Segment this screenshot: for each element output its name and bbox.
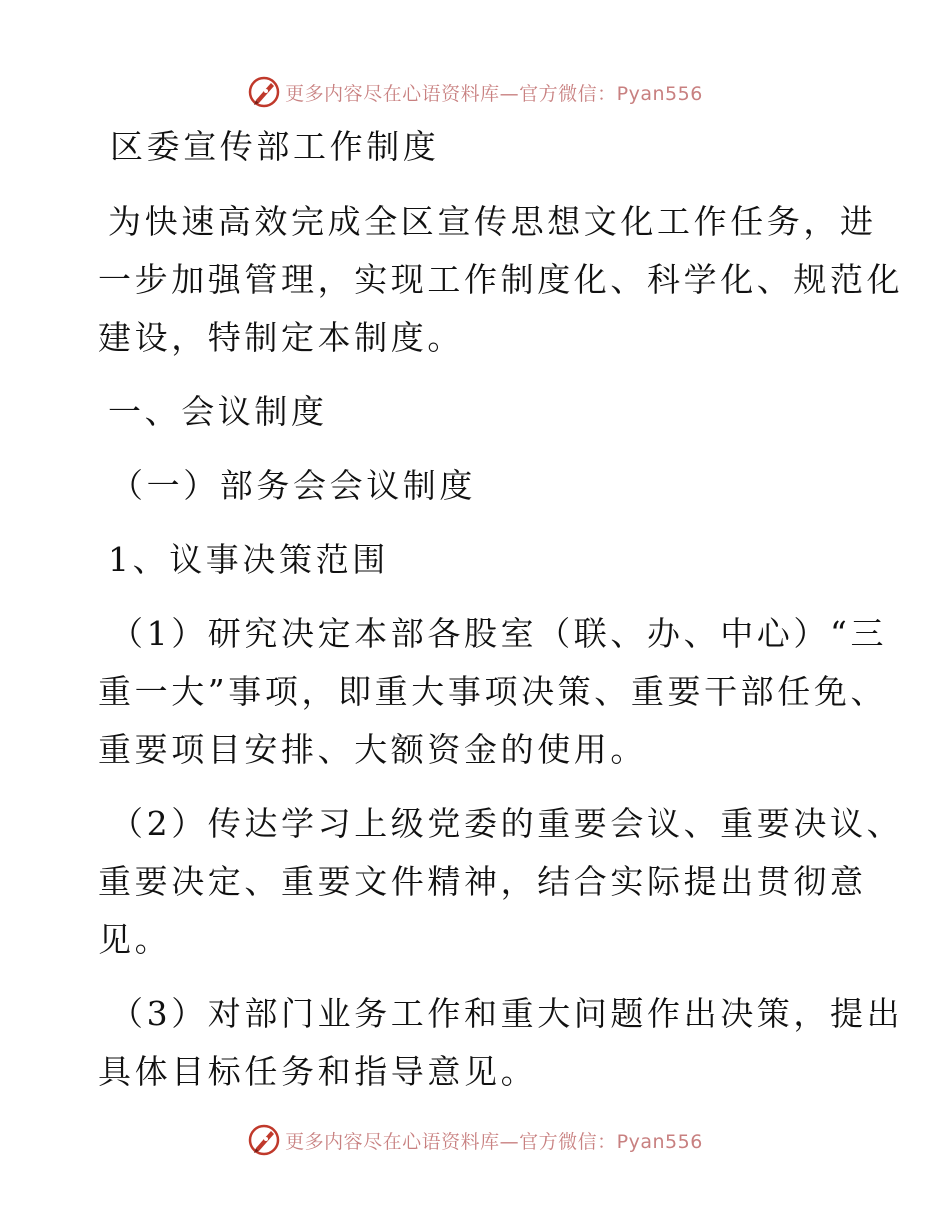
clause-2-line-3: 见。	[98, 920, 172, 959]
footer-watermark	[0, 1120, 950, 1160]
intro-line-3: 建设，特制定本制度。	[98, 318, 464, 357]
clause-1-line-3: 重要项目安排、大额资金的使用。	[98, 730, 647, 769]
clause-3-line-2: 具体目标任务和指导意见。	[98, 1052, 538, 1091]
clause-1-line-2: 重一大”事项，即重大事项决策、重要干部任免、	[98, 672, 888, 711]
header-watermark	[0, 72, 950, 112]
clause-1-line-1: （1）研究决定本部各股室（联、办、中心）“三	[110, 614, 888, 653]
section-heading: 一、会议制度	[108, 392, 328, 431]
watermark-text: 更多内容尽在心语资料库—官方微信：Pyan556	[285, 82, 703, 105]
document-title: 区委宣传部工作制度	[110, 127, 440, 166]
watermark-text: 更多内容尽在心语资料库—官方微信：Pyan556	[285, 1130, 703, 1153]
subsection-heading: （一）部务会会议制度	[110, 466, 476, 505]
intro-line-1: 为快速高效完成全区宣传思想文化工作任务，进	[108, 202, 877, 241]
clause-2-line-2: 重要决定、重要文件精神，结合实际提出贯彻意	[98, 862, 867, 901]
intro-line-2: 一步加强管理，实现工作制度化、科学化、规范化	[98, 260, 904, 299]
pen-logo-icon	[247, 75, 281, 109]
clause-2-line-1: （2）传达学习上级党委的重要会议、重要决议、	[110, 804, 904, 843]
clause-3-line-1: （3）对部门业务工作和重大问题作出决策，提出	[110, 994, 904, 1033]
pen-logo-icon	[247, 1123, 281, 1157]
item-heading: 1、议事决策范围	[108, 540, 389, 579]
